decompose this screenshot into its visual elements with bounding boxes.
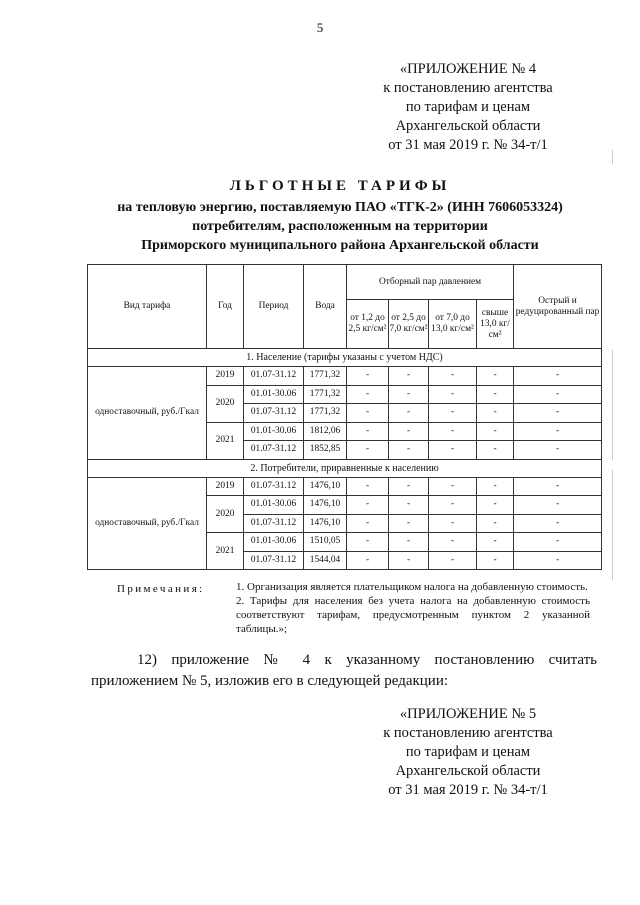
appendix-line: к постановлению агентства: [383, 80, 553, 96]
dash-cell: -: [514, 496, 602, 515]
water-cell: 1510,05: [304, 533, 347, 552]
dash-cell: -: [429, 551, 477, 570]
dash-cell: -: [347, 551, 389, 570]
dash-cell: -: [389, 477, 429, 496]
dash-cell: -: [477, 551, 514, 570]
header-sharp-steam: Острый и редуцированный пар: [514, 265, 602, 349]
dash-cell: -: [389, 404, 429, 423]
appendix-line: «ПРИЛОЖЕНИЕ № 5: [399, 706, 537, 722]
paragraph-line: приложением № 5, изложив его в следующей редакции:: [91, 673, 449, 689]
water-cell: 1771,32: [304, 385, 347, 404]
water-cell: 1771,32: [304, 404, 347, 423]
year-cell: 2021: [207, 422, 244, 459]
header-pressure-1: от 1,2 до 2,5 кг/см²: [347, 300, 389, 349]
period-cell: 01.07-31.12: [244, 441, 304, 460]
dash-cell: -: [429, 514, 477, 533]
appendix-line: по тарифам и ценам: [405, 99, 531, 115]
dash-cell: -: [389, 441, 429, 460]
dash-cell: -: [477, 441, 514, 460]
header-year: Год: [207, 265, 244, 349]
dash-cell: -: [389, 385, 429, 404]
dash-cell: -: [477, 514, 514, 533]
period-cell: 01.01-30.06: [244, 533, 304, 552]
dash-cell: -: [429, 367, 477, 386]
water-cell: 1476,10: [304, 514, 347, 533]
period-cell: 01.07-31.12: [244, 477, 304, 496]
notes-label: Примечания:: [117, 583, 205, 595]
water-cell: 1812,06: [304, 422, 347, 441]
amendment-paragraph: [91, 650, 597, 692]
dash-cell: -: [514, 385, 602, 404]
appendix-line: «ПРИЛОЖЕНИЕ № 4: [399, 61, 537, 77]
dash-cell: -: [389, 422, 429, 441]
dash-cell: -: [477, 477, 514, 496]
year-cell: 2020: [207, 496, 244, 533]
year-cell: 2019: [207, 367, 244, 386]
year-cell: 2020: [207, 385, 244, 422]
dash-cell: -: [514, 533, 602, 552]
header-water: Вода: [304, 265, 347, 349]
appendix-line: по тарифам и ценам: [405, 744, 531, 760]
note-item: 2. Тарифы для населения без учета налога на добавленную стоимость соответствуют тарифам, предусмотренным пунктом 2 указанной таблицы.»;: [236, 595, 590, 635]
dash-cell: -: [389, 496, 429, 515]
dash-cell: -: [347, 477, 389, 496]
appendix-line: от 31 мая 2019 г. № 34-т/1: [388, 782, 548, 798]
dash-cell: -: [347, 385, 389, 404]
notes-list: [236, 580, 590, 636]
dash-cell: -: [389, 367, 429, 386]
section-title: 1. Население (тарифы указаны с учетом НДС): [88, 349, 602, 367]
dash-cell: -: [477, 367, 514, 386]
period-cell: 01.07-31.12: [244, 367, 304, 386]
dash-cell: -: [477, 404, 514, 423]
document-title: ЛЬГОТНЫЕ ТАРИФЫ: [229, 178, 451, 194]
note-item: 1. Организация является плательщиком налога на добавленную стоимость.: [236, 581, 588, 593]
dash-cell: -: [477, 385, 514, 404]
period-cell: 01.01-30.06: [244, 422, 304, 441]
water-cell: 1771,32: [304, 367, 347, 386]
dash-cell: -: [429, 477, 477, 496]
dash-cell: -: [347, 367, 389, 386]
dash-cell: -: [389, 533, 429, 552]
appendix-line: к постановлению агентства: [383, 725, 553, 741]
year-cell: 2019: [207, 477, 244, 496]
dash-cell: -: [347, 422, 389, 441]
dash-cell: -: [514, 404, 602, 423]
tariff-type-cell: одноставочный, руб./Гкал: [88, 367, 207, 460]
period-cell: 01.07-31.12: [244, 514, 304, 533]
period-cell: 01.07-31.12: [244, 551, 304, 570]
dash-cell: -: [347, 514, 389, 533]
dash-cell: -: [389, 514, 429, 533]
dash-cell: -: [429, 422, 477, 441]
water-cell: 1852,85: [304, 441, 347, 460]
section-title: 2. Потребители, приравненные к населению: [88, 459, 602, 477]
year-cell: 2021: [207, 533, 244, 570]
dash-cell: -: [347, 404, 389, 423]
subtitle-line: потребителям, расположенным на территории: [192, 219, 488, 234]
subtitle-line: Приморского муниципального района Архангельской области: [141, 238, 539, 253]
dash-cell: -: [514, 367, 602, 386]
header-pressure-2: от 2,5 до 7,0 кг/см²: [389, 300, 429, 349]
dash-cell: -: [477, 496, 514, 515]
period-cell: 01.01-30.06: [244, 385, 304, 404]
dash-cell: -: [429, 441, 477, 460]
dash-cell: -: [477, 422, 514, 441]
header-tariff-type: Вид тарифа: [88, 265, 207, 349]
dash-cell: -: [477, 533, 514, 552]
dash-cell: -: [389, 551, 429, 570]
document-subtitle: [60, 198, 620, 255]
dash-cell: -: [514, 422, 602, 441]
dash-cell: -: [347, 533, 389, 552]
water-cell: 1476,10: [304, 477, 347, 496]
tariff-table: [87, 264, 602, 570]
appendix-header-bottom: [338, 705, 598, 800]
header-steam-group: Отборный пар давлением: [347, 265, 514, 300]
dash-cell: -: [347, 441, 389, 460]
dash-cell: -: [347, 496, 389, 515]
header-pressure-3: от 7,0 до 13,0 кг/см²: [429, 300, 477, 349]
period-cell: 01.01-30.06: [244, 496, 304, 515]
dash-cell: -: [429, 404, 477, 423]
appendix-line: Архангельской области: [395, 118, 541, 134]
dash-cell: -: [429, 496, 477, 515]
tariff-type-cell: одноставочный, руб./Гкал: [88, 477, 207, 570]
dash-cell: -: [514, 441, 602, 460]
page-number: 5: [316, 20, 324, 35]
appendix-line: Архангельской области: [395, 763, 541, 779]
water-cell: 1544,04: [304, 551, 347, 570]
dash-cell: -: [429, 385, 477, 404]
appendix-line: от 31 мая 2019 г. № 34-т/1: [388, 137, 548, 153]
dash-cell: -: [514, 551, 602, 570]
dash-cell: -: [514, 477, 602, 496]
header-period: Период: [244, 265, 304, 349]
paragraph-line: 12) приложение № 4 к указанному постановлению считать: [137, 652, 597, 668]
dash-cell: -: [514, 514, 602, 533]
subtitle-line: на тепловую энергию, поставляемую ПАО «ТГК-2» (ИНН 7606053324): [117, 200, 563, 215]
header-pressure-4: свыше 13,0 кг/см²: [477, 300, 514, 349]
period-cell: 01.07-31.12: [244, 404, 304, 423]
dash-cell: -: [429, 533, 477, 552]
water-cell: 1476,10: [304, 496, 347, 515]
appendix-header-top: [338, 60, 598, 155]
